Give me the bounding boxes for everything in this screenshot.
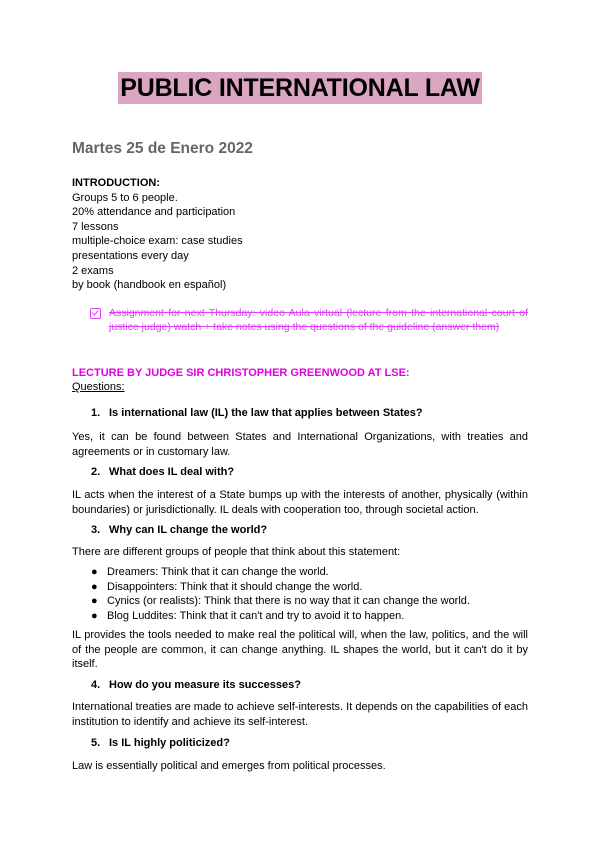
question-number: 3. <box>91 524 101 536</box>
answer-5: Law is essentially political and emerges from political processes. <box>72 760 386 772</box>
question-number: 5. <box>91 737 101 749</box>
bullet-icon: ● <box>91 580 98 593</box>
list-item-text: Cynics (or realists): Think that there is no way that it can change the world. <box>107 595 470 608</box>
list-item-text: Disappointers: Think that it should change the world. <box>107 580 363 593</box>
question-3 <box>91 524 267 536</box>
question-number: 1. <box>91 407 101 419</box>
bullet-list <box>91 565 470 623</box>
task-item <box>90 306 528 334</box>
list-item <box>91 609 470 624</box>
bullet-icon: ● <box>91 566 98 578</box>
answer-3-intro: There are different groups of people that think about this statement: <box>72 546 401 558</box>
list-item-text: Blog Luddites: Think that it can't and try to avoid it to happen. <box>107 609 405 622</box>
list-item <box>91 580 470 595</box>
task-text: Assignment for next Thursday: video Aula virtual (lecture from the international court of justice judge) watch + take notes using the questions of the guideline (answer them) <box>109 307 528 333</box>
list-item <box>91 594 470 609</box>
list-item <box>91 565 470 580</box>
answer-3: IL provides the tools needed to make real the political will, when the law, politics, and the will of the people are common, it can change anything. IL shapes the world, but it can't do it by itself. <box>72 629 528 671</box>
intro-line: presentations every day <box>72 249 189 262</box>
checked-checkbox-icon[interactable] <box>90 308 101 319</box>
intro-heading: INTRODUCTION: <box>72 177 160 189</box>
lecture-heading: LECTURE BY JUDGE SIR CHRISTOPHER GREENWOOD AT LSE: <box>72 367 410 379</box>
question-1 <box>91 407 423 419</box>
intro-section <box>72 176 243 293</box>
title-wrap <box>0 72 600 104</box>
intro-line: 7 lessons <box>72 220 119 233</box>
question-4 <box>91 679 301 691</box>
questions-label: Questions: <box>72 381 125 393</box>
intro-line: multiple-choice exam: case studies <box>72 235 243 248</box>
answer-2: IL acts when the interest of a State bumps up with the interests of another, physically (within boundaries) or jurisdictionally. IL deals with cooperation too, through societal action. <box>72 489 528 516</box>
bullet-icon: ● <box>91 609 98 622</box>
intro-line: by book (handbook en español) <box>72 279 227 292</box>
list-item-text: Dreamers: Think that it can change the world. <box>107 566 329 578</box>
intro-line: 20% attendance and participation <box>72 206 236 219</box>
question-text: What does IL deal with? <box>109 466 235 478</box>
intro-line: 2 exams <box>72 264 114 277</box>
question-text: Is IL highly politicized? <box>109 737 230 749</box>
question-text: How do you measure its successes? <box>109 679 301 691</box>
intro-line: Groups 5 to 6 people. <box>72 191 178 204</box>
question-text: Is international law (IL) the law that applies between States? <box>109 407 423 419</box>
page-title: PUBLIC INTERNATIONAL LAW <box>120 74 480 102</box>
question-number: 4. <box>91 679 101 691</box>
question-2 <box>91 466 234 478</box>
answer-4: International treaties are made to achieve self-interests. It depends on the capabilities of each institution to identify and achieve its self-interest. <box>72 701 528 728</box>
question-5 <box>91 737 230 749</box>
bullet-icon: ● <box>91 595 98 608</box>
date-heading: Martes 25 de Enero 2022 <box>72 140 253 157</box>
question-number: 2. <box>91 466 101 478</box>
answer-1: Yes, it can be found between States and International Organizations, with treaties and agreements or in customary law. <box>72 431 528 458</box>
question-text: Why can IL change the world? <box>109 524 268 536</box>
